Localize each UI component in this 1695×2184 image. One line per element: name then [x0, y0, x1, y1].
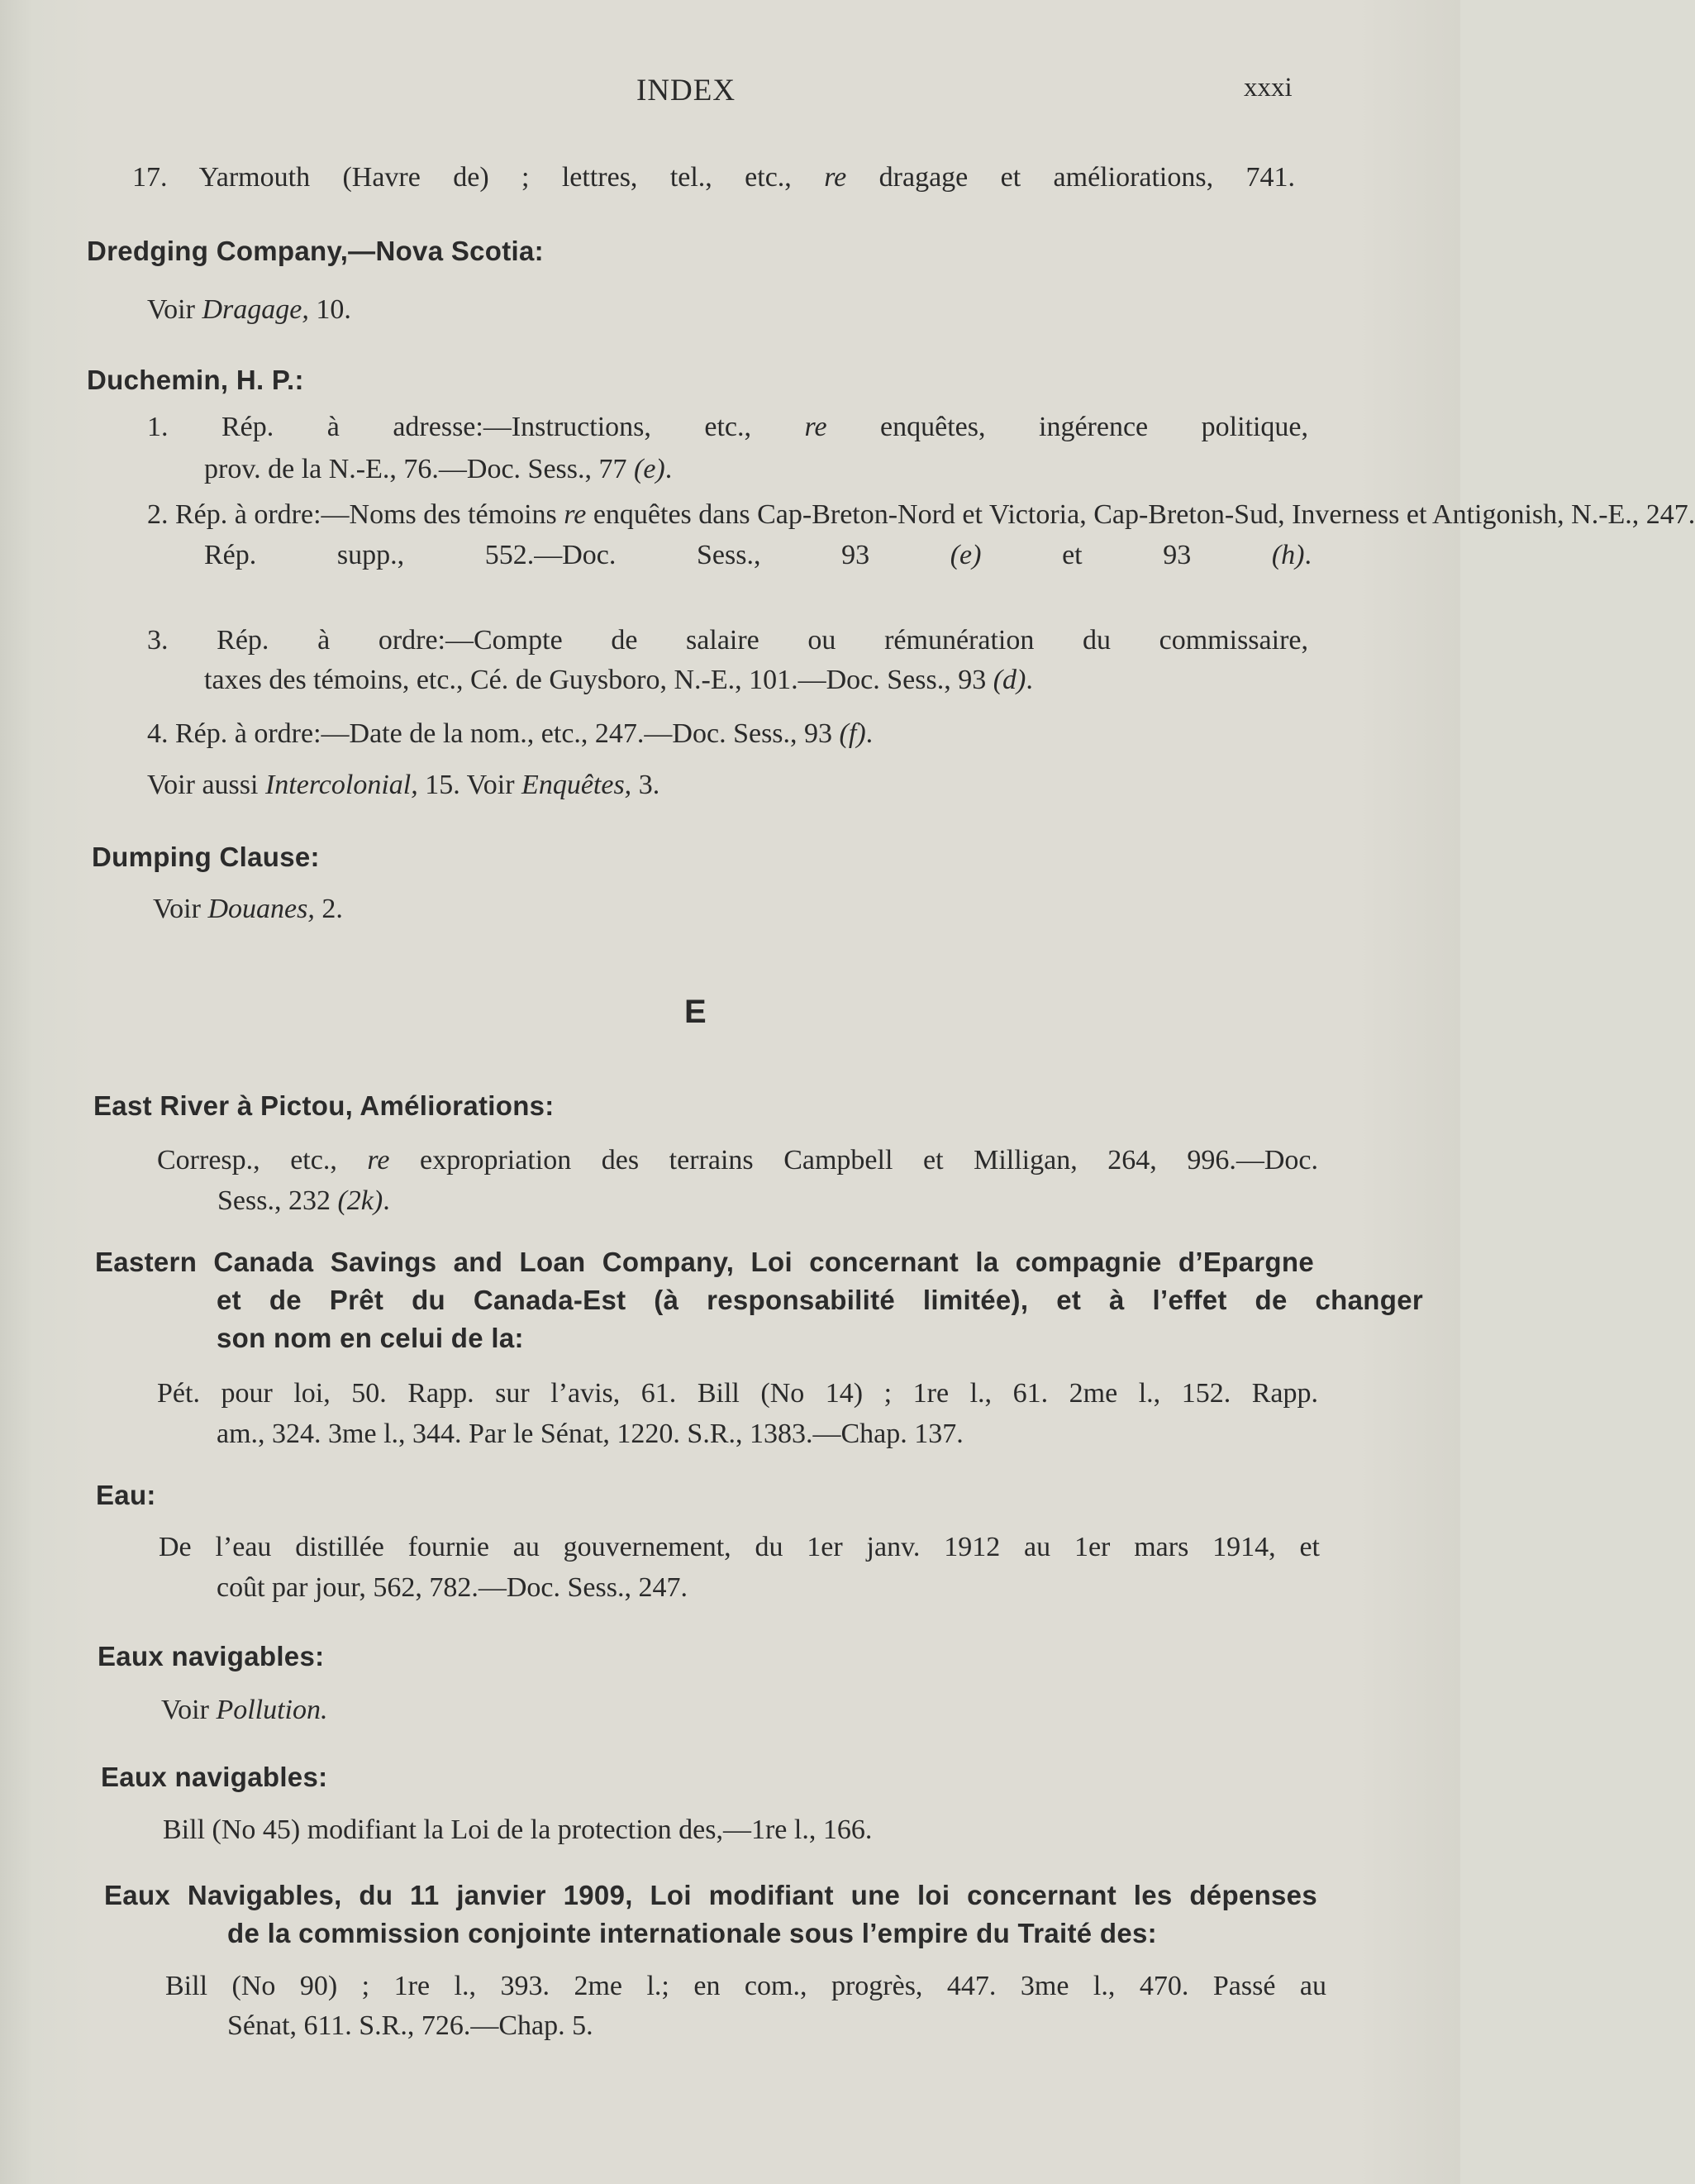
text-line: coût par jour, 562, 782.—Doc. Sess., 247. [217, 1572, 688, 1603]
text-line: Rép. supp., 552.—Doc. Sess., 93 (e) et 93 (h). [204, 540, 1312, 570]
text-line: Dredging Company,—Nova Scotia: [87, 236, 544, 266]
text-line: 2. Rép. à ordre:—Noms des témoins re enquêtes dans Cap-Breton-Nord et Victoria, Cap-Breton-Sud, Inverness et Antigonish, N.-E., 247. [147, 499, 1695, 530]
page-number: xxxi [1244, 73, 1293, 103]
text-line: Voir Pollution. [161, 1695, 328, 1725]
text-line: Dumping Clause: [92, 842, 320, 872]
text-line: De l’eau distillée fournie au gouvernement, du 1er janv. 1912 au 1er mars 1914, et [159, 1532, 1320, 1562]
text-line: 1. Rép. à adresse:—Instructions, etc., re enquêtes, ingérence politique, [147, 412, 1308, 442]
text-line: 3. Rép. à ordre:—Compte de salaire ou rémunération du commissaire, [147, 625, 1308, 656]
text-line: am., 324. 3me l., 344. Par le Sénat, 1220. S.R., 1383.—Chap. 137. [217, 1419, 964, 1449]
text-line: Sess., 232 (2k). [217, 1185, 390, 1216]
running-head [0, 73, 1460, 114]
text-line: Eaux navigables: [98, 1641, 325, 1671]
text-line: Bill (No 90) ; 1re l., 393. 2me l.; en com., progrès, 447. 3me l., 470. Passé au [165, 1971, 1326, 2001]
text-line: prov. de la N.-E., 76.—Doc. Sess., 77 (e). [204, 454, 673, 484]
text-line: Sénat, 611. S.R., 726.—Chap. 5. [227, 2010, 593, 2041]
text-line: et de Prêt du Canada-Est (à responsabilité limitée), et à l’effet de changer [217, 1285, 1423, 1315]
text-line: Corresp., etc., re expropriation des terrains Campbell et Milligan, 264, 996.—Doc. [157, 1145, 1318, 1175]
section-letter: E [684, 994, 707, 1030]
text-line: 17. Yarmouth (Havre de) ; lettres, tel., etc., re dragage et améliorations, 741. [132, 162, 1295, 193]
text-line: Pét. pour loi, 50. Rapp. sur l’avis, 61. Bill (No 14) ; 1re l., 61. 2me l., 152. Rapp. [157, 1378, 1318, 1409]
text-line: taxes des témoins, etc., Cé. de Guysboro, N.-E., 101.—Doc. Sess., 93 (d). [204, 665, 1033, 695]
text-line: Eastern Canada Savings and Loan Company, Loi concernant la compagnie d’Epargne [95, 1247, 1314, 1277]
text-line: 4. Rép. à ordre:—Date de la nom., etc., 247.—Doc. Sess., 93 (f). [147, 718, 874, 749]
text-line: de la commission conjointe internationale sous l’empire du Traité des: [227, 1918, 1157, 1948]
text-line: Voir aussi Intercolonial, 15. Voir Enquêtes, 3. [147, 770, 660, 800]
text-line: Eau: [96, 1480, 156, 1510]
running-title: INDEX [636, 74, 736, 107]
text-line: Duchemin, H. P.: [87, 365, 304, 395]
text-line: son nom en celui de la: [217, 1323, 524, 1353]
text-line: Voir Douanes, 2. [153, 894, 343, 924]
text-line: Voir Dragage, 10. [147, 294, 351, 325]
text-line: Eaux Navigables, du 11 janvier 1909, Loi modifiant une loi concernant les dépenses [104, 1880, 1317, 1910]
text-line: Eaux navigables: [101, 1762, 328, 1792]
text-line: Bill (No 45) modifiant la Loi de la protection des,—1re l., 166. [163, 1814, 873, 1845]
text-line: East River à Pictou, Améliorations: [93, 1090, 555, 1121]
